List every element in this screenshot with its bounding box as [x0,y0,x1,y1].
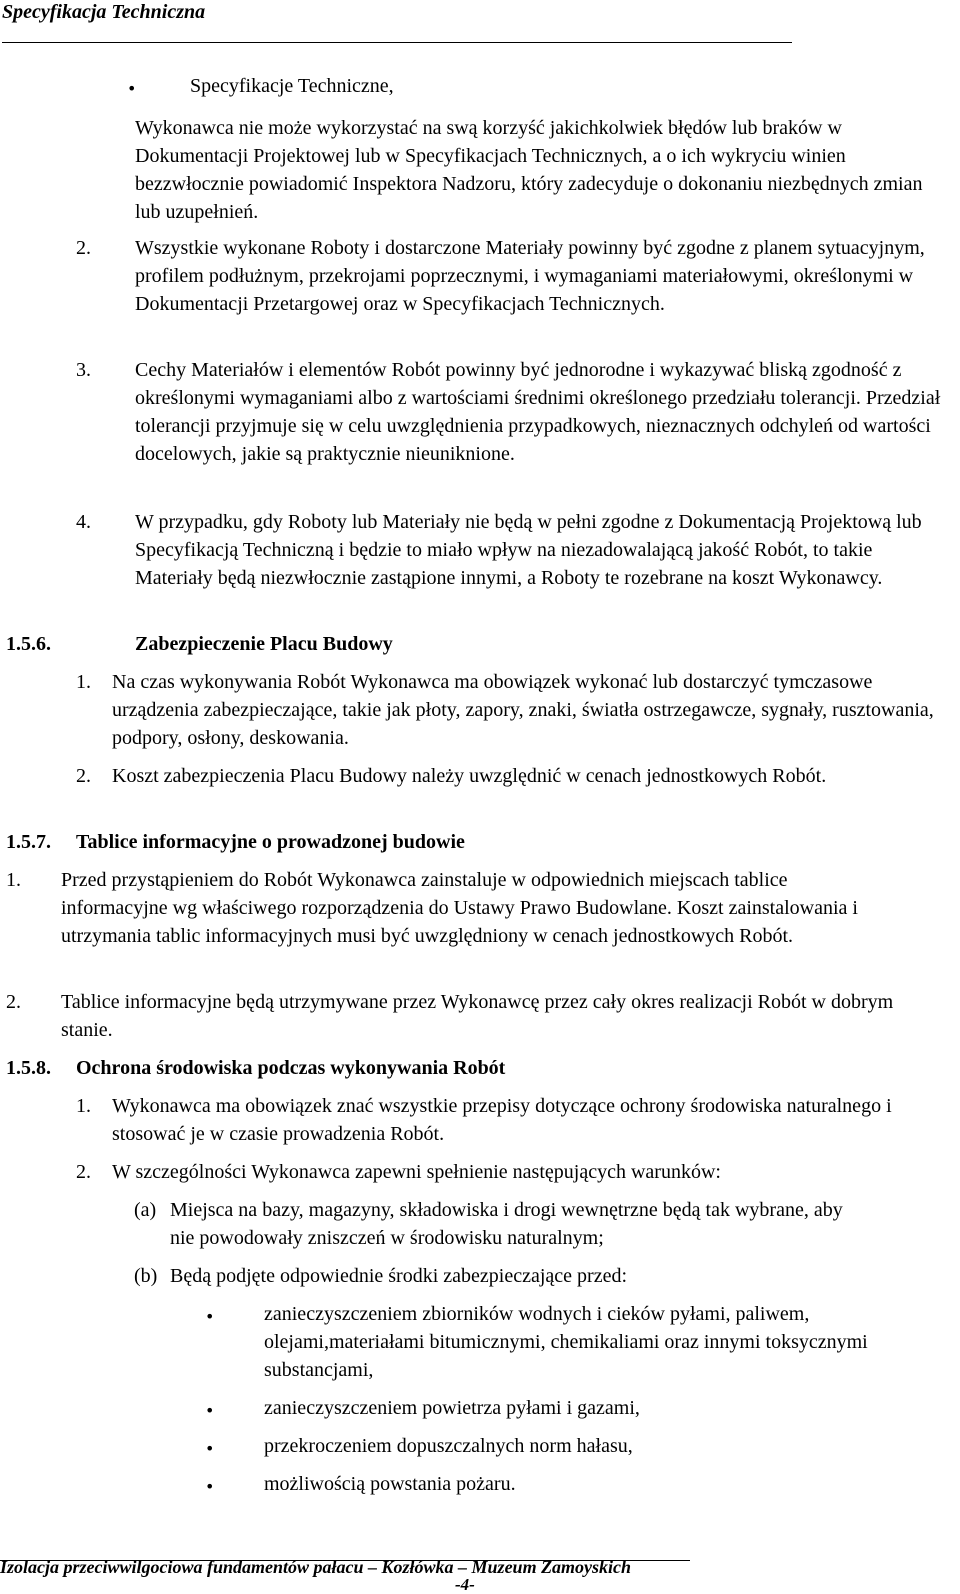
list-item-text: Na czas wykonywania Robót Wykonawca ma obowiązek wykonać lub dostarczyć tymczasowe urządzenia zabezpieczające, takie jak płoty, zapory, znaki, światła ostrzegawcze, sygnały, rusztowania, podpory, osłony, deskowania. [112,671,934,749]
list-item-text: Wykonawca ma obowiązek znać wszystkie przepisy dotyczące ochrony środowiska naturalnego i stosować je w czasie prowadzenia Robót. [112,1095,892,1145]
intro-bullet-item: Specyfikacje Techniczne, [190,75,394,97]
list-item-number: 1. [6,869,21,891]
footer-text: Izolacja przeciwwilgociowa fundamentów pałacu – Kozłówka – Muzeum Zamoyskich [0,1557,632,1577]
list-item-number: 2. [76,765,91,787]
bullet-glyph: • [205,1307,215,1326]
page-header [2,0,792,43]
bullet-glyph: • [205,1477,215,1496]
list-item-text: Wszystkie wykonane Roboty i dostarczone Materiały powinny być zgodne z planem sytuacyjnym, profilem podłużnym, przekrojami poprzecznymi, i wymaganiami materiałowymi, określonymi w Dokumentacji Przetargowej oraz w Specyfikacjach Technicznych. [135,237,925,315]
sub-item-text: Będą podjęte odpowiednie środki zabezpieczające przed: [170,1265,628,1287]
sub-item-number: (a) [134,1199,157,1221]
section-heading: Tablice informacyjne o prowadzonej budowie [76,831,465,853]
list-item-number: 2. [76,237,91,259]
intro-paragraph: Wykonawca nie może wykorzystać na swą korzyść jakichkolwiek błędów lub braków w Dokumentacji Projektowej lub w Specyfikacjach Technicznych, a o ich wykryciu winien bezzwłocznie powiadomić Inspektora Nadzoru, który zadecyduje o dokonaniu niezbędnych zmian lub uzupełnień. [135,117,923,223]
list-item-text: Przed przystąpieniem do Robót Wykonawca zainstaluje w odpowiednich miejscach tablice informacyjne wg właściwego rozporządzenia do Ustawy Prawo Budowlane. Koszt zainstalowania i utrzymania tablic informacyjnych musi być uwzględniony w cenach jednostkowych Robót. [61,869,858,947]
list-item-number: 1. [76,671,91,693]
list-item-number: 3. [76,359,91,381]
list-item-text: W przypadku, gdy Roboty lub Materiały nie będą w pełni zgodne z Dokumentacją Projektową lub Specyfikacją Techniczną i będzie to miało wpływ na niezadowalającą jakość Robót, to takie Materiały będą niezwłocznie zastąpione innymi, a Roboty te rozebrane na koszt Wykonawcy. [135,511,922,589]
list-item-number: 2. [6,991,21,1013]
section-number: 1.5.6. [6,633,51,655]
sub-item-number: (b) [134,1265,158,1287]
bullet-glyph: • [205,1401,215,1420]
section-heading: Ochrona środowiska podczas wykonywania Robót [76,1057,506,1079]
list-item-number: 1. [76,1095,91,1117]
list-item-number: 4. [76,511,91,533]
bullet-glyph: • [205,1439,215,1458]
section-number: 1.5.8. [6,1057,51,1079]
header-title: Specyfikacja Techniczna [2,1,206,23]
sub-item-text: Miejsca na bazy, magazyny, składowiska i drogi wewnętrzne będą tak wybrane, aby nie powodowały zniszczeń w środowisku naturalnym; [170,1199,843,1249]
bullet-item-text: możliwością powstania pożaru. [264,1473,516,1495]
list-item-number: 2. [76,1161,91,1183]
bullet-item-text: zanieczyszczeniem powietrza pyłami i gazami, [264,1397,640,1419]
list-item-text: W szczególności Wykonawca zapewni spełnienie następujących warunków: [112,1161,721,1183]
bullet-glyph: • [127,79,137,98]
list-item-text: Tablice informacyjne będą utrzymywane przez Wykonawcę przez cały okres realizacji Robót w dobrym stanie. [61,991,894,1041]
page-number: -4- [455,1575,475,1594]
bullet-item-text: zanieczyszczeniem zbiorników wodnych i cieków pyłami, paliwem, olejami,materiałami bitumicznymi, chemikaliami oraz innymi toksycznymi substancjami, [264,1303,868,1381]
footer-rule [0,1560,690,1561]
list-item-text: Cechy Materiałów i elementów Robót powinny być jednorodne i wykazywać bliską zgodność z określonymi wymaganiami albo z wartościami średnimi określonego przedziału tolerancji. Przedział tolerancji przyjmuje się w celu uwzględnienia przypadkowych, nieznacznych odchyleń od wartości docelowych, jakie są praktycznie nieuniknione. [135,359,941,465]
section-number: 1.5.7. [6,831,51,853]
section-heading: Zabezpieczenie Placu Budowy [135,633,393,655]
list-item-text: Koszt zabezpieczenia Placu Budowy należy uwzględnić w cenach jednostkowych Robót. [112,765,827,787]
bullet-item-text: przekroczeniem dopuszczalnych norm hałasu, [264,1435,633,1457]
